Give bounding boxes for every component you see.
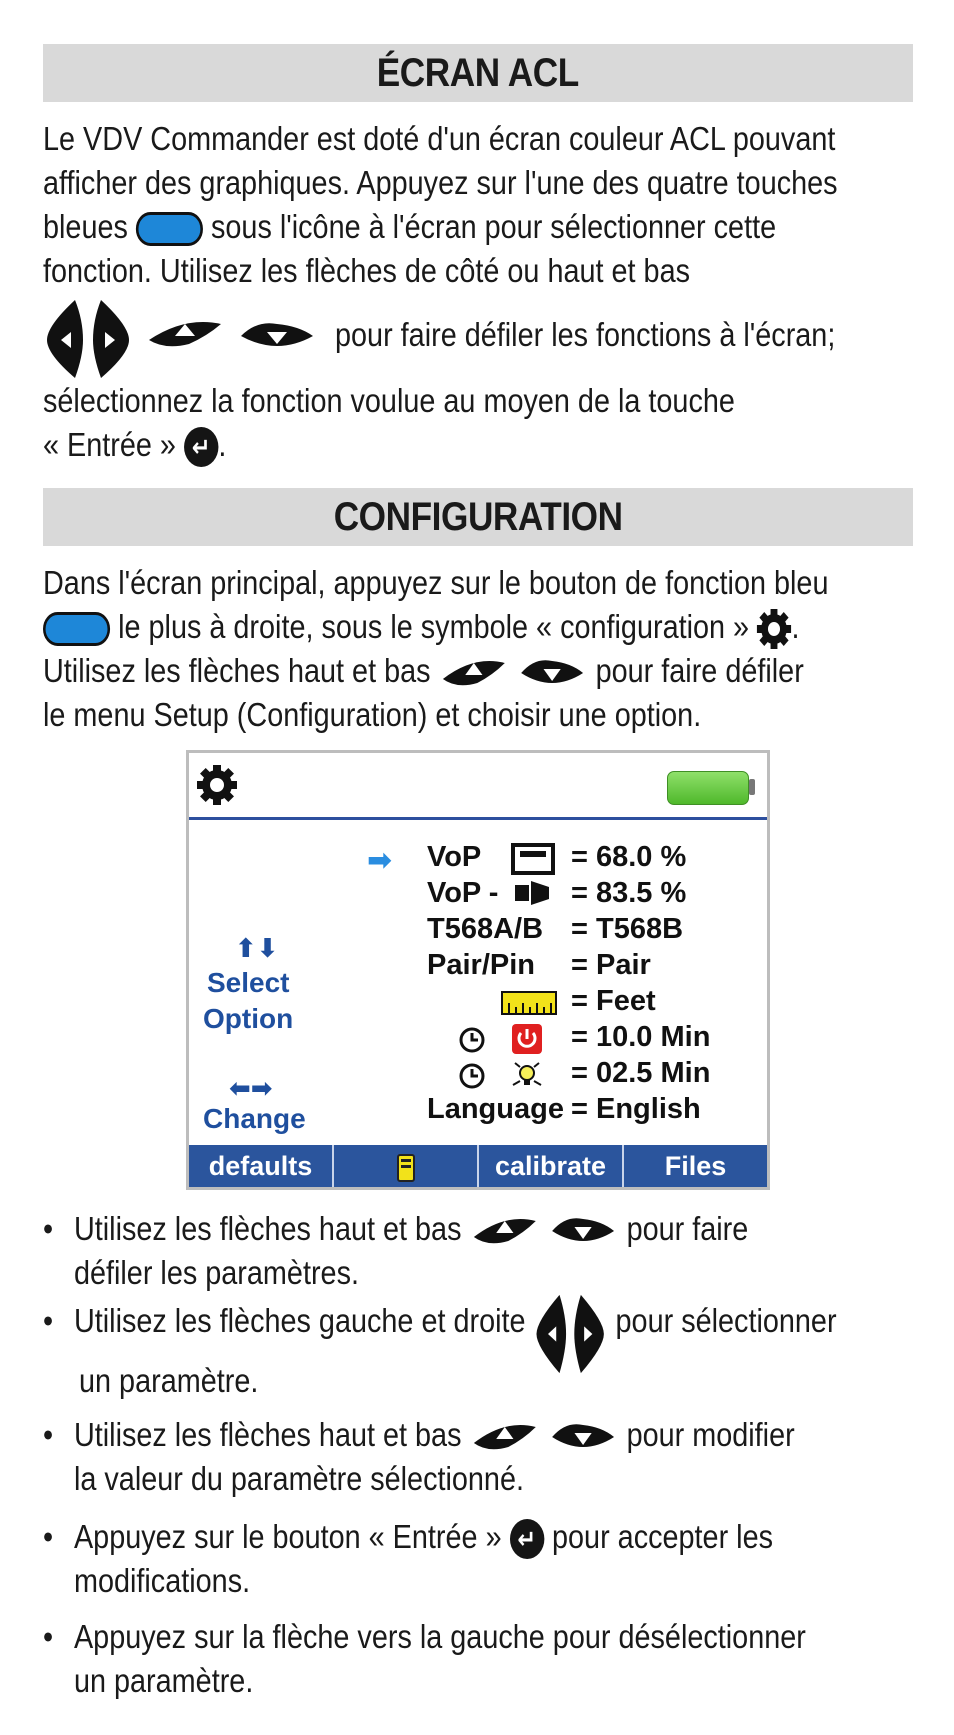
text: sous l'icône à l'écran pour sélectionner cette [210,209,777,246]
enter-key-icon: ↵ [184,427,218,467]
lcd-setup-screen [186,750,770,1190]
setting-value: = Pair [571,949,651,981]
paragraph-line: fonction. Utilisez les flèches de côté ou haut et bas [43,253,691,290]
text: défiler les paramètres. [73,1255,359,1292]
text: Utilisez les flèches haut et bas [43,653,431,690]
list-item: • Utilisez les flèches haut et bas pour faire défiler les paramètres. [43,1208,748,1296]
setting-label: VoP [427,841,482,873]
clock-icon [457,1025,487,1055]
section-title-configuration: CONFIGURATION [43,488,913,546]
text: Appuyez sur le bouton « Entrée » [73,1519,502,1556]
setting-label: T568A/B [427,913,544,945]
text: Utilisez les flèches haut et bas [73,1417,462,1454]
setting-value: = 10.0 Min [571,1021,711,1053]
paragraph-line [43,206,776,250]
text: le plus à droite, sous le symbole « configuration » [118,609,750,646]
enter-key-icon: ↵ [510,1519,544,1559]
select-label: Select [207,967,290,998]
down-arrow-key-icon [548,1417,619,1457]
up-arrow-key-icon [439,653,510,693]
blue-key-icon [43,612,110,646]
list-item: • Appuyez sur la flèche vers la gauche pour désélectionner un paramètre. [43,1616,806,1704]
list-item: • Utilisez les flèches haut et bas pour modifier la valeur du paramètre sélectionné. [43,1414,795,1502]
blue-key-icon [136,212,203,246]
setting-value: = 02.5 Min [571,1057,711,1089]
paragraph-line [43,606,799,650]
left-arrow-key-icon [47,300,83,378]
left-right-arrow-keys-icon [534,1292,608,1376]
up-arrow-key-icon [149,322,221,346]
text: . [791,609,800,646]
rj45-plug-icon [515,881,551,905]
setting-value: = 83.5 % [571,877,687,909]
setting-label: VoP - [427,877,499,909]
up-down-arrows-icon: ⬆⬇ [235,933,279,963]
setting-value: = Feet [571,985,656,1017]
up-arrow-key-icon [470,1211,541,1251]
setting-value: = 68.0 % [571,841,687,873]
setting-label: Pair/Pin [427,949,535,981]
text: la valeur du paramètre sélectionné. [73,1461,524,1498]
option-label: Option [203,1003,294,1034]
text: « Entrée » [43,427,176,464]
right-arrow-key-icon [93,300,129,378]
gear-icon [197,765,237,805]
text: . [218,427,227,464]
text: Utilisez les flèches haut et bas [73,1211,462,1248]
paragraph-line: Le VDV Commander est doté d'un écran couleur ACL pouvant [43,121,836,158]
up-arrow-key-icon [470,1417,541,1457]
backlight-icon [511,1059,543,1091]
clock-icon [457,1061,487,1091]
paragraph-line: Dans l'écran principal, appuyez sur le bouton de fonction bleu [43,565,829,602]
paragraph-line: pour faire défiler les fonctions à l'écran; [335,317,836,354]
text: bleues [43,209,128,246]
battery-icon [667,771,749,805]
paragraph-line [43,650,804,694]
calibrate-softkey[interactable]: calibrate [479,1145,624,1187]
battery-tip [749,779,755,795]
selection-arrow-icon: ➡ [367,844,393,877]
paragraph-line [43,424,226,468]
text: pour sélectionner [615,1303,837,1340]
list-item-continuation: un paramètre. [79,1363,259,1400]
text: pour accepter les [552,1519,774,1556]
rj45-jack-icon [511,843,555,875]
left-right-arrows-icon: ⬅➡ [229,1073,273,1103]
down-arrow-key-icon [241,323,313,346]
list-item: • Utilisez les flèches gauche et droite pour sélectionner [43,1292,837,1376]
arrow-keys-icon [43,296,343,380]
ruler-icon [501,991,557,1015]
text: pour modifier [626,1417,795,1454]
power-off-icon [511,1023,543,1055]
setting-value: = T568B [571,913,684,945]
paragraph-line: afficher des graphiques. Appuyez sur l'une des quatre touches [43,165,838,202]
gear-icon [757,609,791,649]
text: modifications. [73,1563,251,1600]
change-label: Change [203,1103,306,1134]
divider [189,817,767,820]
text: Appuyez sur la flèche vers la gauche pour désélectionner [73,1619,806,1656]
down-arrow-key-icon [517,653,588,693]
remote-unit-icon [396,1153,416,1183]
list-item: • Appuyez sur le bouton « Entrée » ↵ pour accepter les modifications. [43,1516,773,1604]
down-arrow-key-icon [548,1211,619,1251]
setting-value: = English [571,1093,701,1125]
remote-softkey[interactable] [334,1145,479,1187]
text: pour faire [626,1211,749,1248]
files-softkey[interactable]: Files [664,1151,727,1181]
defaults-softkey[interactable]: defaults [189,1145,334,1187]
function-key-bar [189,1145,767,1187]
text: un paramètre. [73,1663,254,1700]
text: Utilisez les flèches gauche et droite [73,1303,526,1340]
section-title-ecran-acl: ÉCRAN ACL [43,44,913,102]
setting-label: Language [427,1093,564,1125]
paragraph-line: sélectionnez la fonction voulue au moyen de la touche [43,383,735,420]
text: pour faire défiler [595,653,804,690]
paragraph-line: le menu Setup (Configuration) et choisir une option. [43,697,702,734]
